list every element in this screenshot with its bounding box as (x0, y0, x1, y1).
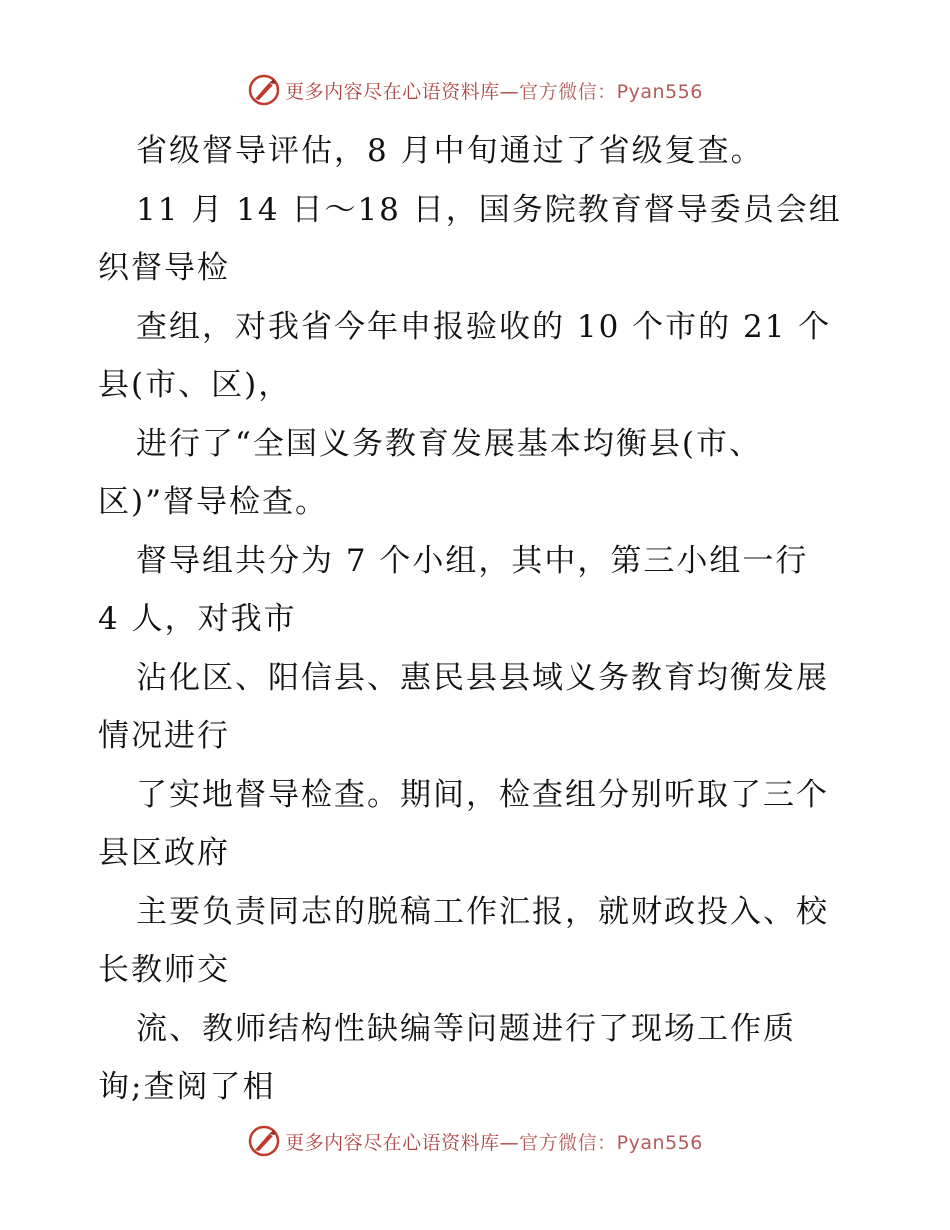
text-line: 11 月 14 日～18 日，国务院教育督导委员会组 (136, 191, 842, 228)
header-banner (0, 70, 950, 110)
text-line: 询;查阅了相 (98, 1069, 276, 1105)
header-banner-content (247, 73, 703, 107)
text-line: 主要负责同志的脱稿工作汇报，就财政投入、校 (136, 893, 829, 930)
text-line: 长教师交 (98, 952, 230, 988)
footer-banner (0, 1121, 950, 1161)
text-line: 了实地督导检查。期间，检查组分别听取了三个 (136, 776, 829, 813)
footer-banner-text: 更多内容尽在心语资料库—官方微信：Pyan556 (285, 1131, 703, 1154)
text-line: 4 人，对我市 (98, 601, 297, 637)
header-banner-text: 更多内容尽在心语资料库—官方微信：Pyan556 (285, 80, 703, 103)
quill-pen-icon (247, 1124, 281, 1158)
text-line: 查组，对我省今年申报验收的 10 个市的 21 个 (136, 308, 832, 345)
text-line: 情况进行 (98, 718, 230, 754)
text-line: 流、教师结构性缺编等问题进行了现场工作质 (136, 1010, 796, 1047)
text-line: 督导组共分为 7 个小组，其中，第三小组一行 (136, 542, 809, 579)
text-line: 沾化区、阳信县、惠民县县域义务教育均衡发展 (136, 659, 829, 696)
text-line: 省级督导评估，8 月中旬通过了省级复查。 (136, 133, 764, 169)
text-line: 织督导检 (98, 250, 230, 286)
footer-banner-content (247, 1124, 703, 1158)
text-line: 县区政府 (98, 835, 230, 871)
quill-pen-icon (247, 73, 281, 107)
text-line: 进行了“全国义务教育发展基本均衡县(市、 (136, 425, 762, 462)
text-line: 县(市、区)， (98, 367, 292, 403)
text-line: 区)”督导检查。 (98, 484, 328, 520)
document-body (98, 122, 858, 1117)
